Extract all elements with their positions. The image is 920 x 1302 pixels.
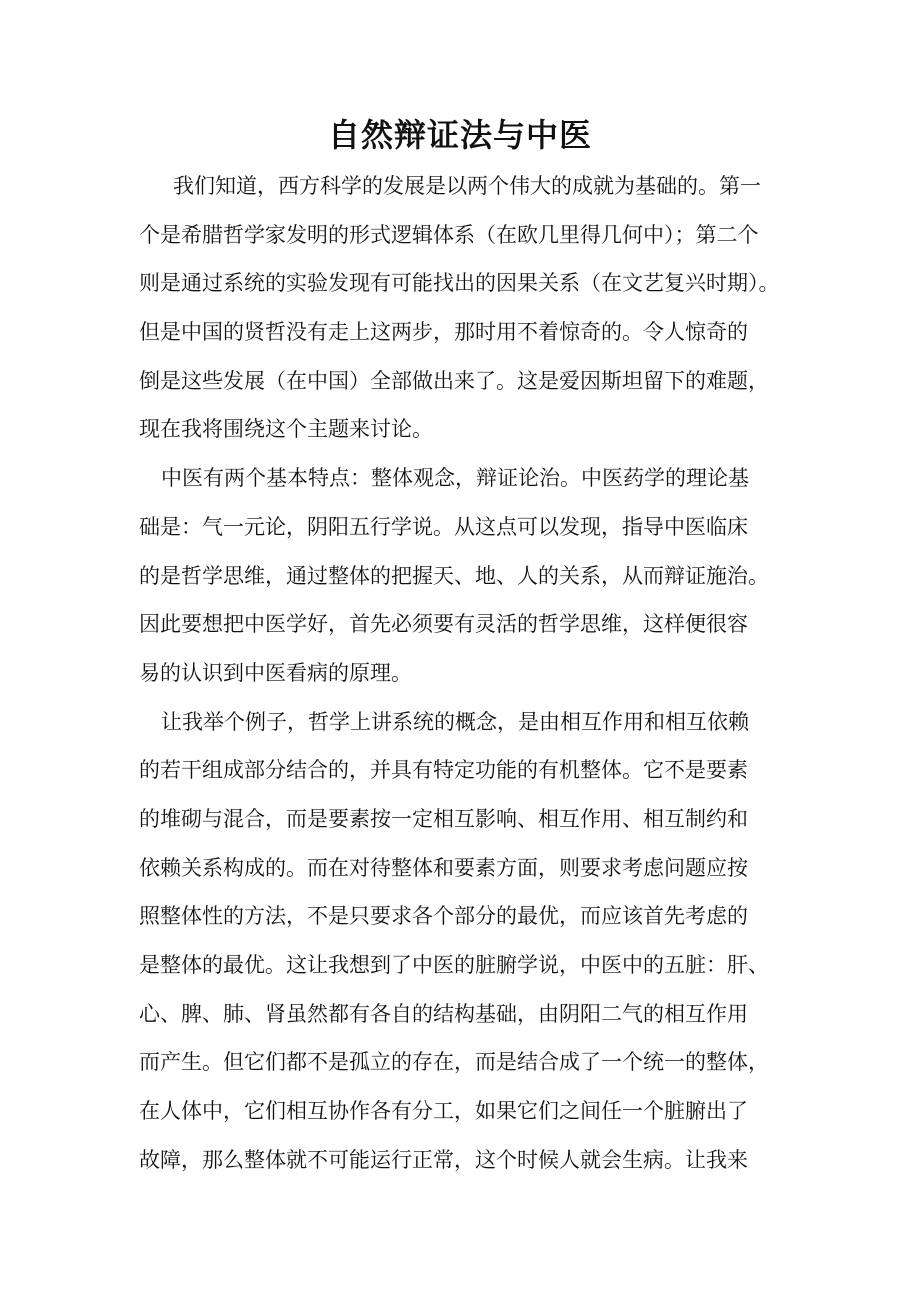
paragraph-3-line: 故障，那么整体就不可能运行正常，这个时候人就会生病。让我来 bbox=[139, 1147, 748, 1172]
paragraph-3-line: 让我举个例子，哲学上讲系统的概念，是由相互作用和相互依赖 bbox=[161, 709, 749, 734]
document-title: 自然辩证法与中医 bbox=[327, 116, 592, 154]
paragraph-1-line: 但是中国的贤哲没有走上这两步，那时用不着惊奇的。令人惊奇的 bbox=[139, 320, 748, 345]
paragraph-3-line: 依赖关系构成的。而在对待整体和要素方面，则要求考虑问题应按 bbox=[139, 855, 748, 880]
paragraph-2-line: 础是：气一元论，阴阳五行学说。从这点可以发现，指导中医临床 bbox=[139, 514, 748, 539]
paragraph-2-line: 的是哲学思维，通过整体的把握天、地、人的关系，从而辩证施治。 bbox=[139, 563, 769, 588]
document-body bbox=[139, 168, 799, 1190]
paragraph-1-line: 个是希腊哲学家发明的形式逻辑体系（在欧几里得几何中）；第二个 bbox=[139, 222, 759, 247]
paragraph-3-line: 的若干组成部分结合的，并具有特定功能的有机整体。它不是要素 bbox=[139, 758, 748, 783]
paragraph-3-line: 心、脾、肺、肾虽然都有各自的结构基础，由阴阳二气的相互作用 bbox=[139, 1001, 748, 1026]
paragraph-1-line: 现在我将围绕这个主题来讨论。 bbox=[139, 417, 433, 442]
paragraph-3-line: 照整体性的方法，不是只要求各个部分的最优，而应该首先考虑的 bbox=[139, 904, 748, 929]
paragraph-3-line: 在人体中，它们相互协作各有分工，如果它们之间任一个脏腑出了 bbox=[139, 1099, 748, 1124]
paragraph-3-line: 而产生。但它们都不是孤立的存在，而是结合成了一个统一的整体， bbox=[139, 1050, 769, 1075]
paragraph-1-line: 则是通过系统的实验发现有可能找出的因果关系（在文艺复兴时期）。 bbox=[139, 271, 780, 296]
paragraph-1-line: 倒是这些发展（在中国）全部做出来了。这是爱因斯坦留下的难题， bbox=[139, 368, 769, 393]
paragraph-3-line: 是整体的最优。这让我想到了中医的脏腑学说，中医中的五脏：肝、 bbox=[139, 953, 769, 977]
paragraph-2-line: 因此要想把中医学好，首先必须要有灵活的哲学思维，这样便很容 bbox=[139, 612, 748, 637]
paragraph-3-line: 的堆砌与混合，而是要素按一定相互影响、相互作用、相互制约和 bbox=[139, 806, 748, 831]
paragraph-1-line: 我们知道，西方科学的发展是以两个伟大的成就为基础的。第一 bbox=[173, 174, 761, 198]
paragraph-2-line: 易的认识到中医看病的原理。 bbox=[139, 660, 412, 685]
paragraph-2-line: 中医有两个基本特点：整体观念，辩证论治。中医药学的理论基 bbox=[161, 466, 749, 491]
